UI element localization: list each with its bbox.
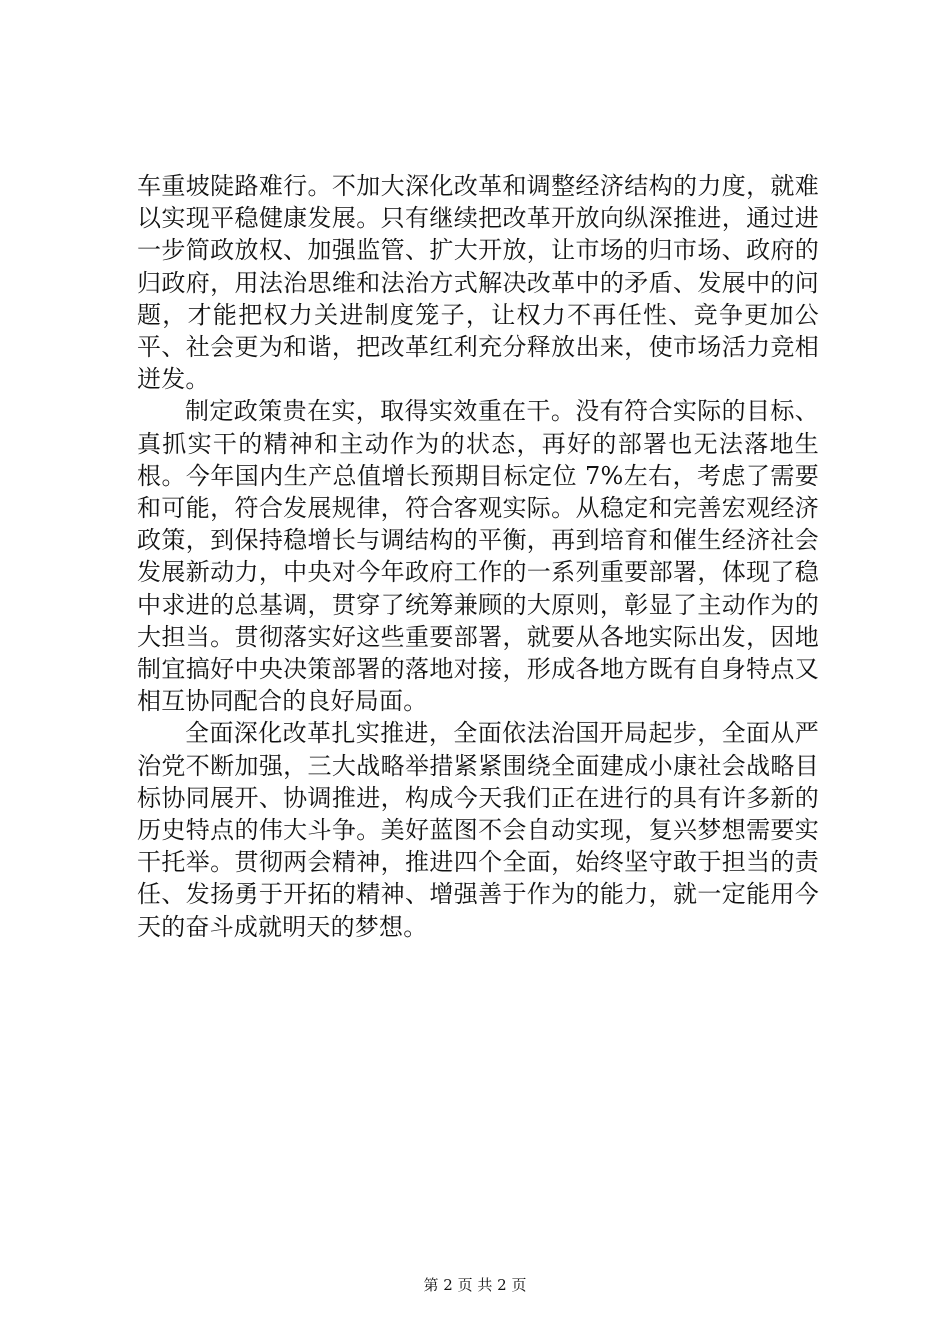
document-body (137, 170, 819, 943)
page-footer: 第 2 页 共 2 页 (423, 1276, 527, 1294)
paragraph-3: 全面深化改革扎实推进，全面依法治国开局起步，全面从严治党不断加强，三大战略举措紧紧围绕全面建成小康社会战略目标协同展开、协调推进，构成今天我们正在进行的具有许多新的历史特点的伟大斗争。美好蓝图不会自动实现，复兴梦想需要实干托举。贯彻两会精神，推进四个全面，始终坚守敢于担当的责任、发扬勇于开拓的精神、增强善于作为的能力，就一定能用今天的奋斗成就明天的梦想。 (137, 719, 819, 941)
paragraph-2: 制定政策贵在实，取得实效重在干。没有符合实际的目标、真抓实干的精神和主动作为的状态，再好的部署也无法落地生根。今年国内生产总值增长预期目标定位 7%左右，考虑了需要和可能，符合发展规律，符合客观实际。从稳定和完善宏观经济政策，到保持稳增长与调结构的平衡，再到培育和催生经济社会发展新动力，中央对今年政府工作的一系列重要部署，体现了稳中求进的总基调，贯穿了统筹兼顾的大原则，彰显了主动作为的大担当。贯彻落实好这些重要部署，就要从各地实际出发，因地制宜搞好中央决策部署的落地对接，形成各地方既有自身特点又相互协同配合的良好局面。 (137, 397, 819, 716)
paragraph-1: 车重坡陡路难行。不加大深化改革和调整经济结构的力度，就难以实现平稳健康发展。只有继续把改革开放向纵深推进，通过进一步简政放权、加强监管、扩大开放，让市场的归市场、政府的归政府，用法治思维和法治方式解决改革中的矛盾、发展中的问题，才能把权力关进制度笼子，让权力不再任性、竞争更加公平、社会更为和谐，把改革红利充分释放出来，使市场活力竞相迸发。 (137, 172, 819, 394)
